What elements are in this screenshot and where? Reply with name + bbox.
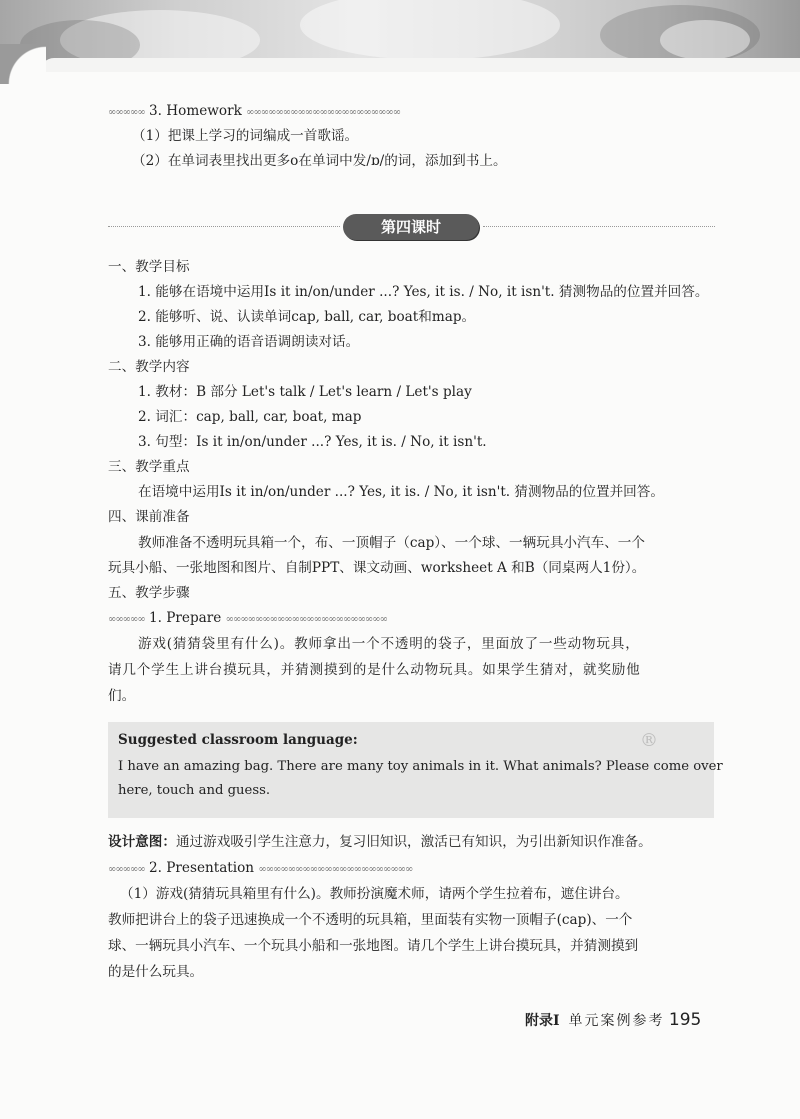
suggested-language-line-2: here, touch and guess. [118, 783, 271, 798]
content-heading: 二、教学内容 [108, 359, 190, 375]
focus-text: 在语境中运用Is it in/on/under ...? Yes, it is. / No, it isn't. 猜测物品的位置并回答。 [138, 484, 664, 500]
design-intent-text: 通过游戏吸引学生注意力，复习旧知识，激活已有知识，为引出新知识作准备。 [175, 834, 652, 850]
focus-heading: 三、教学重点 [108, 459, 190, 475]
page-curl [0, 44, 46, 84]
suggested-language-line-1: I have an amazing bag. There are many toy animals in it. What animals? Please come over [118, 759, 723, 774]
prepare-line-1: 游戏(猜猜袋里有什么)。教师拿出一个不透明的袋子，里面放了一些动物玩具， [138, 636, 640, 652]
presentation-heading: ∞∞∞∞∞ 2. Presentation ∞∞∞∞∞∞∞∞∞∞∞∞∞∞∞∞∞∞∞∞∞ [108, 860, 413, 876]
page-footer [525, 1010, 701, 1030]
design-intent [108, 832, 652, 852]
presentation-line-2: 教师把讲台上的袋子迅速换成一个不透明的玩具箱，里面装有实物一顶帽子(cap)、一个 [108, 912, 633, 928]
banner-edge [40, 58, 800, 72]
content-item-1: 1. 教材：B 部分 Let's talk / Let's learn / Let's play [138, 384, 472, 400]
divider-right [483, 226, 715, 227]
homework-heading: ∞∞∞∞∞ 3. Homework ∞∞∞∞∞∞∞∞∞∞∞∞∞∞∞∞∞∞∞∞∞ [108, 103, 401, 119]
content-item-2: 2. 词汇：cap, ball, car, boat, map [138, 409, 362, 425]
prep-heading: 四、课前准备 [108, 509, 190, 525]
footer-appendix: 附录Ⅰ [525, 1013, 560, 1029]
lesson-title: 第四课时 [343, 214, 479, 240]
homework-item-2: （2）在单词表里找出更多o在单词中发/ɒ/的词，添加到书上。 [132, 153, 507, 169]
page-number: 195 [668, 1010, 702, 1030]
divider-left [108, 226, 340, 227]
prepare-heading: ∞∞∞∞∞ 1. Prepare ∞∞∞∞∞∞∞∞∞∞∞∞∞∞∞∞∞∞∞∞∞∞ [108, 610, 387, 626]
prep-line-2: 玩具小船、一张地图和图片、自制PPT、课文动画、worksheet A 和B（同桌两人1份）。 [108, 560, 646, 576]
presentation-line-1: （1）游戏(猜猜玩具箱里有什么)。教师扮演魔术师，请两个学生拉着布，遮住讲台。 [120, 886, 629, 902]
footer-section: 单元案例参考 [568, 1013, 665, 1029]
prepare-line-2: 请几个学生上讲台摸玩具，并猜测摸到的是什么动物玩具。如果学生猜对，就奖励他 [108, 662, 641, 678]
goal-item-1: 1. 能够在语境中运用Is it in/on/under ...? Yes, it is. / No, it isn't. 猜测物品的位置并回答。 [138, 284, 709, 300]
content-item-3: 3. 句型：Is it in/on/under ...? Yes, it is. / No, it isn't. [138, 434, 487, 450]
goal-item-3: 3. 能够用正确的语音语调朗读对话。 [138, 334, 360, 350]
suggested-language-title: Suggested classroom language: [118, 732, 358, 748]
goal-heading: 一、教学目标 [108, 259, 190, 275]
registered-mark: ® [640, 730, 658, 751]
homework-item-1: （1）把课上学习的词编成一首歌谣。 [132, 128, 359, 144]
prepare-line-3: 们。 [108, 688, 136, 704]
goal-item-2: 2. 能够听、说、认读单词cap, ball, car, boat和map。 [138, 309, 476, 325]
design-intent-label: 设计意图： [108, 834, 176, 850]
presentation-line-3: 球、一辆玩具小汽车、一个玩具小船和一张地图。请几个学生上讲台摸玩具，并猜测摸到 [108, 938, 639, 954]
presentation-line-4: 的是什么玩具。 [108, 964, 204, 980]
prep-line-1: 教师准备不透明玩具箱一个，布、一顶帽子（cap）、一个球、一辆玩具小汽车、一个 [138, 535, 645, 551]
steps-heading: 五、教学步骤 [108, 585, 190, 601]
suggested-language-box [108, 722, 723, 818]
